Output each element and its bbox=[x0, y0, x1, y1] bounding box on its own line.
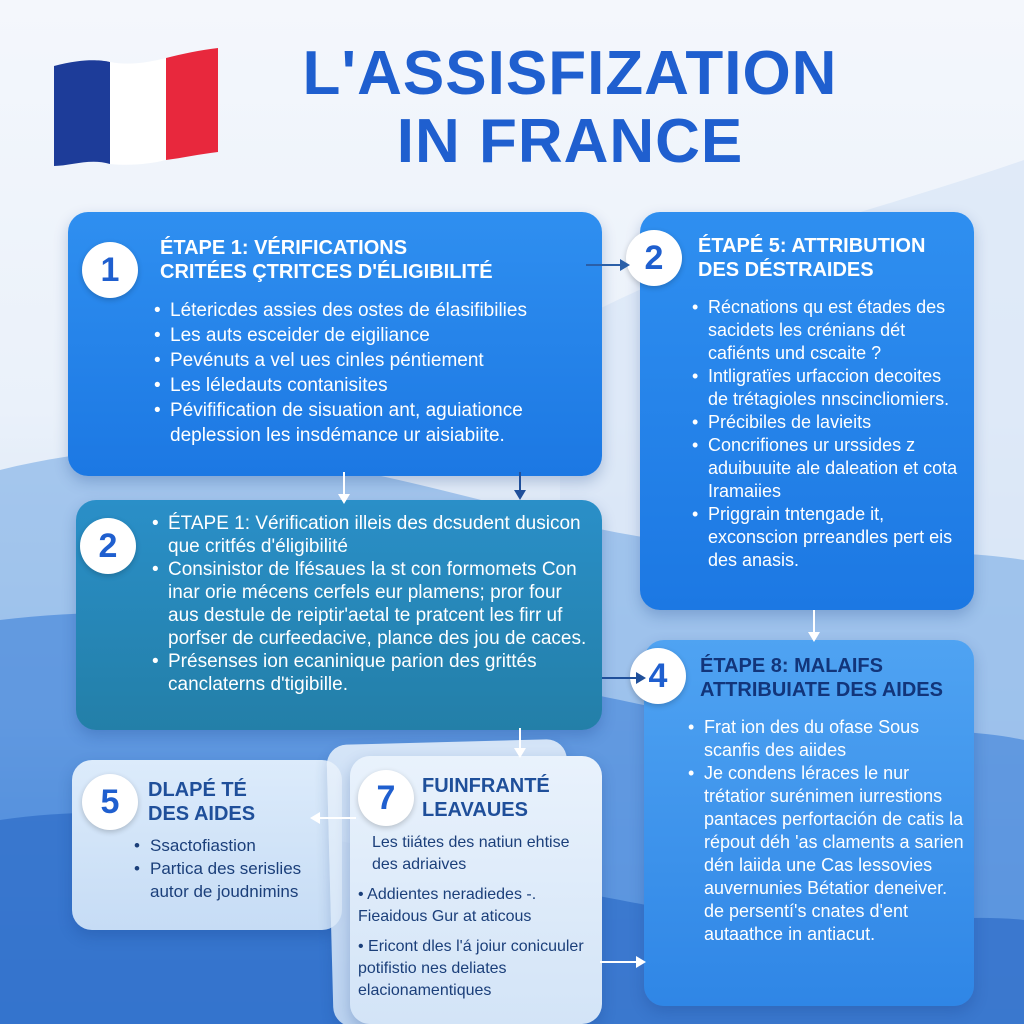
step-title bbox=[698, 234, 968, 282]
list-item: • Précibiles de lavieits bbox=[692, 411, 964, 434]
list-item: Les tiiátes des natiun ehtise des adriaives bbox=[372, 834, 570, 873]
step-title-line-1: ÉTAPÉ 5: ATTRIBUTION bbox=[698, 235, 926, 257]
arrow-3-to-4 bbox=[600, 668, 646, 688]
list-item: • Pévifification de sisuation ant, aguiationce deplession les insdémance ur aisiabiite. bbox=[154, 398, 584, 448]
arrow-3-down bbox=[510, 728, 530, 758]
step-title-line-1: ÉTAPE 1: VÉRIFICATIONS bbox=[160, 237, 408, 259]
list-item: • Frat ion des du ofase Sous scanfis des aiides bbox=[688, 716, 970, 762]
step-card-5 bbox=[72, 760, 342, 930]
step-number-badge: 2 bbox=[80, 518, 136, 574]
step-items bbox=[688, 716, 970, 946]
step-number-badge: 7 bbox=[358, 770, 414, 826]
step-title-line-1: DLAPÉ TÉ bbox=[148, 779, 247, 801]
step-title-line-1: ÉTAPE 8: MALAIFS bbox=[700, 655, 883, 677]
step-title-line-2: CRITÉES ÇTRITCES D'ÉLIGIBILITÉ bbox=[160, 261, 493, 283]
step-items bbox=[358, 832, 594, 1002]
page-title bbox=[250, 40, 890, 176]
step-title bbox=[160, 236, 580, 284]
step-number-badge: 2 bbox=[626, 230, 682, 286]
list-item: • ÉTAPE 1: Vérification illeis des dcsudent dusicon que critfés d'éligibilité bbox=[152, 512, 592, 558]
step-number-badge: 4 bbox=[630, 648, 686, 704]
title-line-2: IN FRANCE bbox=[396, 107, 744, 176]
step-card-3 bbox=[76, 500, 602, 730]
list-item: • Partica des serislies autor de joudnimins bbox=[134, 857, 334, 903]
list-item: • Consinistor de lfésaues la st con formomets Con inar orie mécens cerfels eur plamens; pror four aus destule de reiptir'aetal te pratcent les firr uf porfser de curfeedacive, plance des jou de caces. bbox=[152, 558, 592, 650]
list-item: • Je condens léraces le nur trétatior surénimen iurrestions pantaces perfortación de catis la répout déh 'as claments a sarien dén laiida une Cas lessovies auvernunies Bétatior deneiver. de persentí's cnates d'ent autaathce in antiacut. bbox=[688, 762, 970, 946]
arrow-7-to-4 bbox=[598, 952, 648, 972]
arrow-1-down-right bbox=[510, 472, 530, 500]
step-items bbox=[692, 296, 964, 572]
step-card-2 bbox=[640, 212, 974, 610]
list-item: • Les léledauts contanisites bbox=[154, 373, 584, 398]
title-line-1: L'ASSISFIZATION bbox=[302, 39, 838, 108]
step-title-line-1: FUINFRANTÉ bbox=[422, 775, 550, 797]
step-title-line-2: LEAVAUES bbox=[422, 799, 528, 821]
list-item: • Présenses ion ecaninique parion des grittés canclaterns d'tigibille. bbox=[152, 650, 592, 696]
list-item: • Concrifiones ur urssides z aduibuuite ale daleation et cota Iramaiies bbox=[692, 434, 964, 503]
french-flag bbox=[50, 48, 222, 168]
step-number-badge: 5 bbox=[82, 774, 138, 830]
step-items bbox=[154, 298, 584, 448]
step-title bbox=[700, 654, 970, 702]
list-item: • Létericdes assies des ostes de élasifibilies bbox=[154, 298, 584, 323]
step-number-badge: 1 bbox=[82, 242, 138, 298]
arrow-2-down bbox=[804, 610, 824, 642]
list-item: • Ssactofiastion bbox=[134, 834, 334, 857]
list-item: • Addientes neradiedes -. Fieaidous Gur at aticous bbox=[358, 886, 537, 925]
list-item: • Intligratïes urfaccion decoites de trétagioles nnscincliomiers. bbox=[692, 365, 964, 411]
list-item: • Ericont dles l'á joiur conicuuler potifistio nes deliates elacionamentiques bbox=[358, 938, 584, 999]
step-items bbox=[152, 512, 592, 696]
step-card-4 bbox=[644, 640, 974, 1006]
step-card-7 bbox=[350, 756, 602, 1024]
arrow-1-down bbox=[334, 472, 354, 504]
list-item: • Pevénuts a vel ues cinles péntiement bbox=[154, 348, 584, 373]
step-title-line-2: ATTRIBUIATE DES AIDES bbox=[700, 679, 943, 701]
list-item: • Les auts esceider de eigiliance bbox=[154, 323, 584, 348]
step-title bbox=[422, 774, 598, 822]
arrow-7-to-5 bbox=[308, 808, 358, 828]
step-card-1 bbox=[68, 212, 602, 476]
list-item: • Récnations qu est étades des sacidets les crénians dét cafiénts und cscaite ? bbox=[692, 296, 964, 365]
step-title-line-2: DES AIDES bbox=[148, 803, 256, 825]
list-item: • Priggrain tntengade it, exconscion prreandles pert eis des anasis. bbox=[692, 503, 964, 572]
step-title-line-2: DES DÉSTRAIDES bbox=[698, 259, 874, 281]
arrow-1-to-2 bbox=[584, 255, 630, 275]
step-items bbox=[134, 834, 334, 903]
